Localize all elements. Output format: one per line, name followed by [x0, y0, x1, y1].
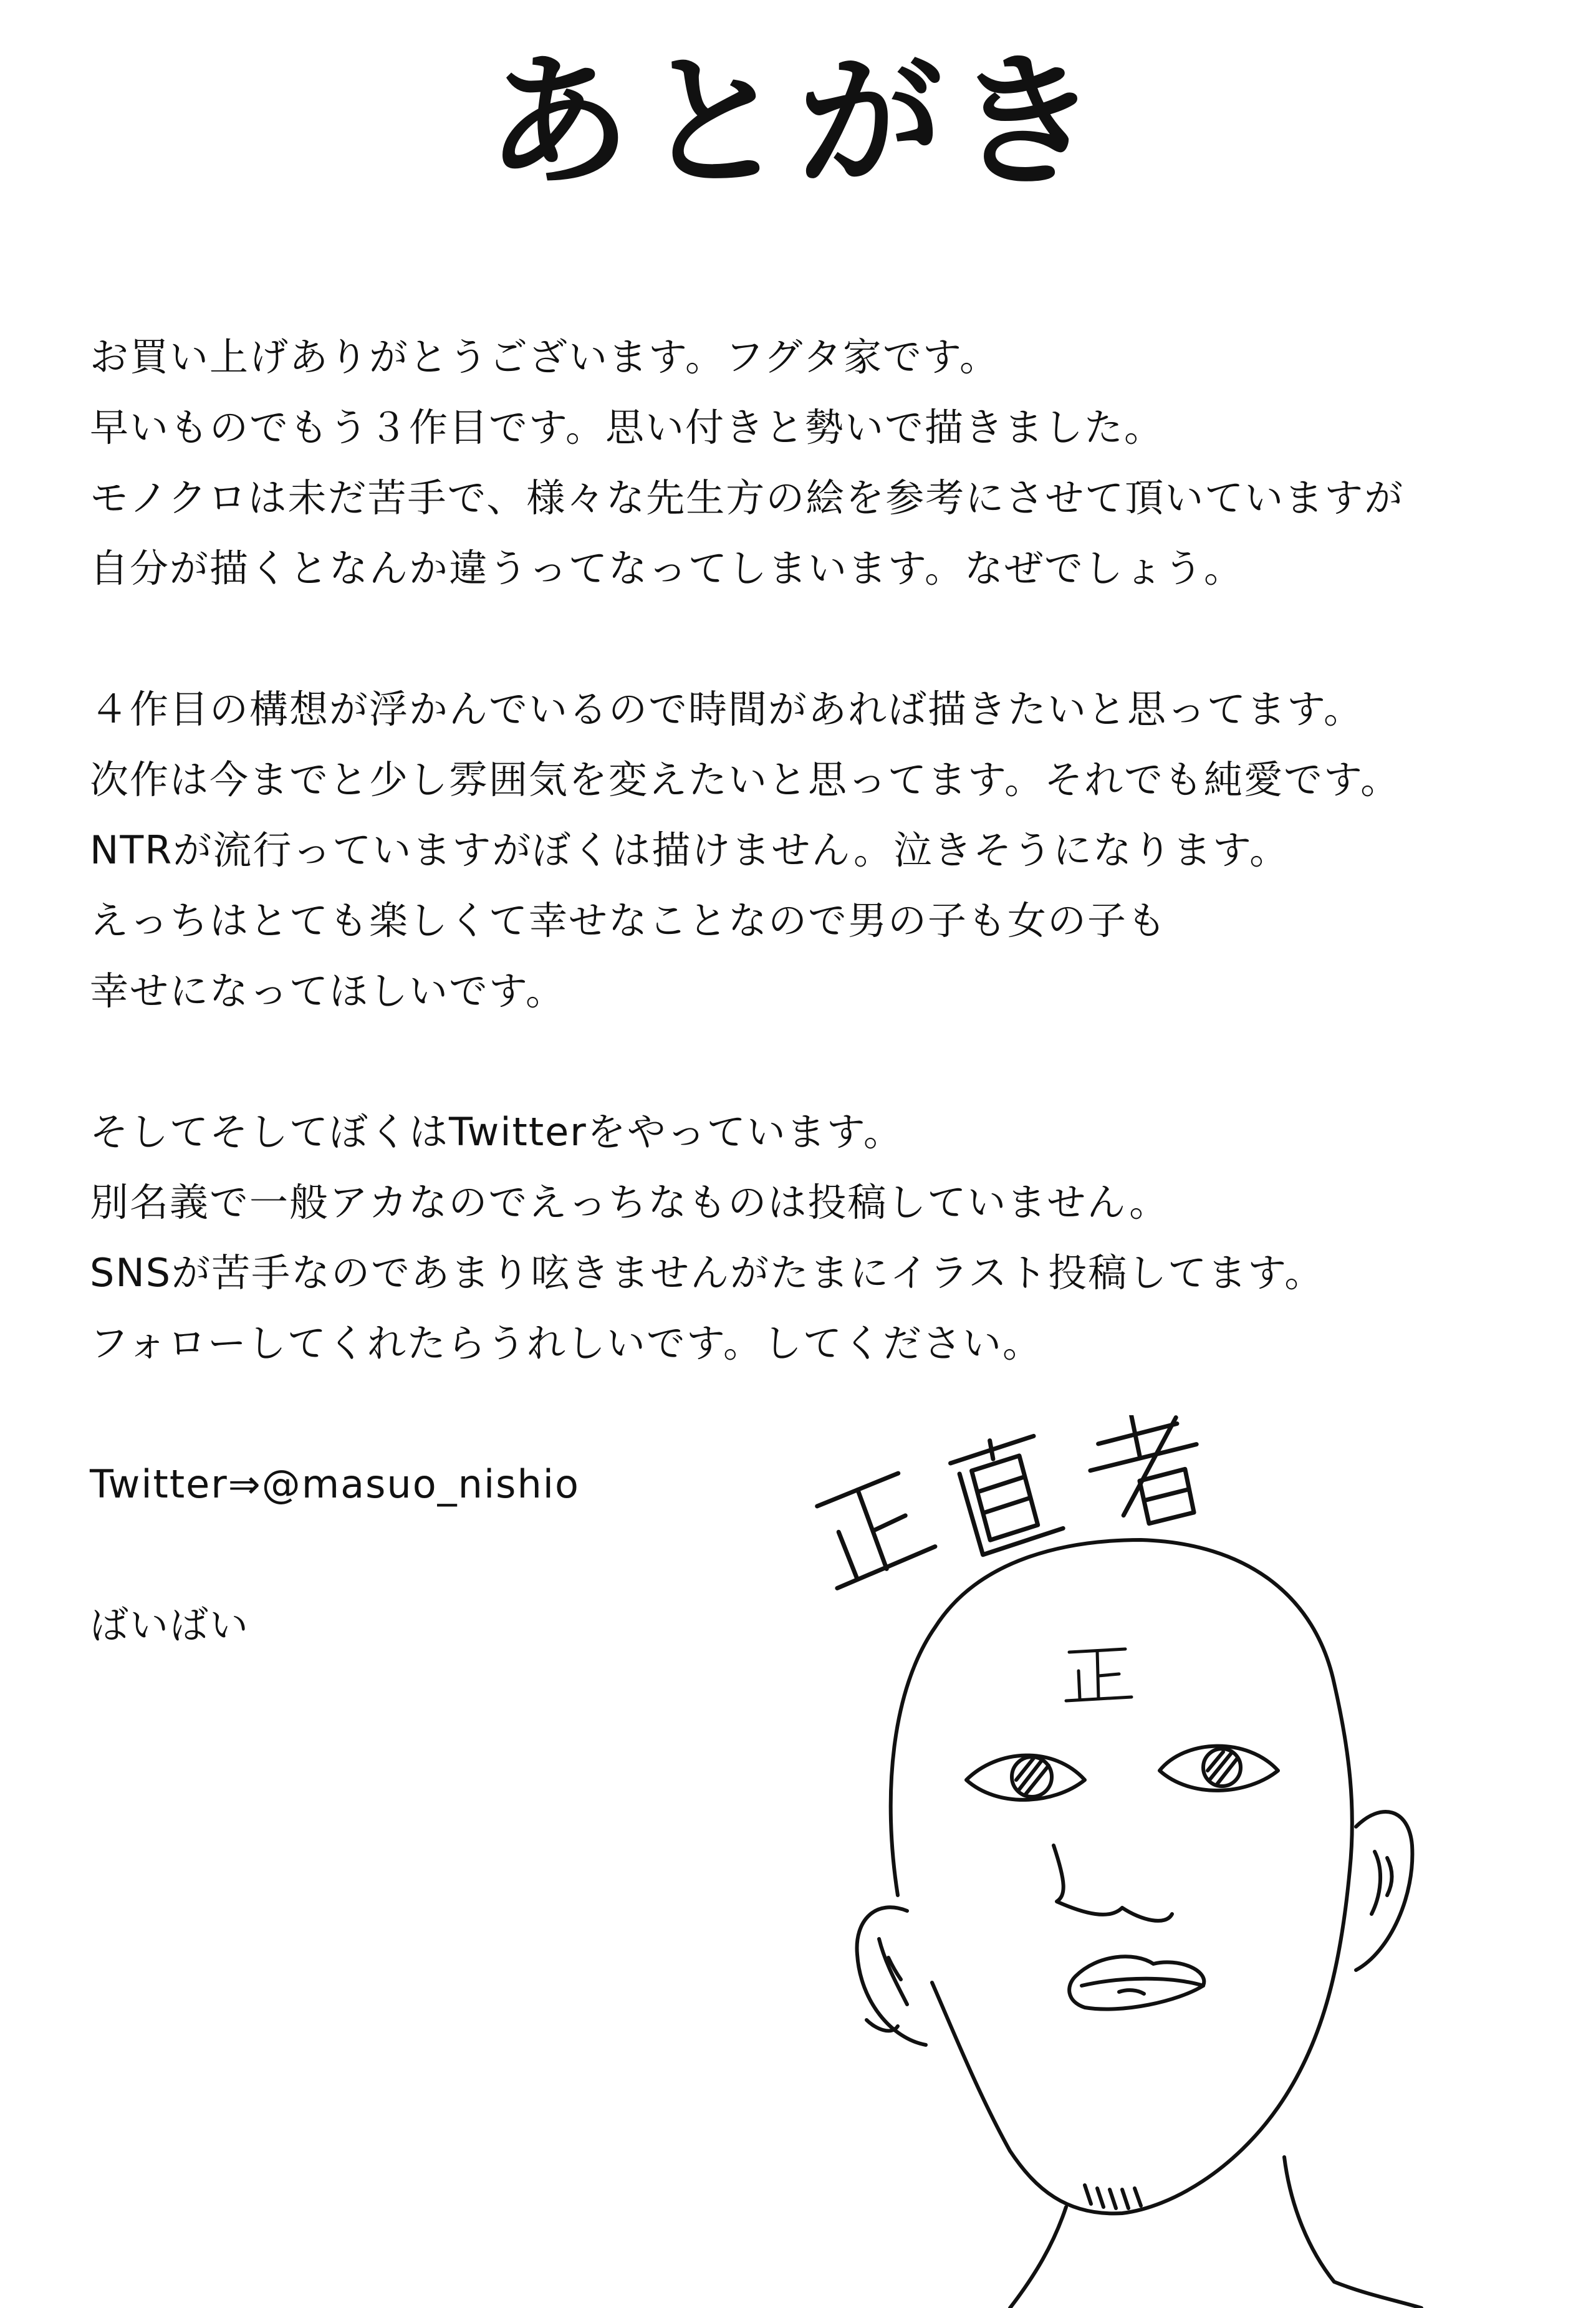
text-line: お買い上げありがとうございます。フグタ家です。 [90, 334, 999, 380]
text-line: フォローしてくれたらうれしいです。してください。 [90, 1320, 1042, 1366]
paragraph-greeting [90, 322, 1524, 603]
forehead-mark [1066, 1649, 1132, 1701]
twitter-handle[interactable]: Twitter⇒@masuo_nishio [90, 1461, 580, 1507]
text-line: 別名義で一般アカなのでえっちなものは投稿していません。 [90, 1180, 1170, 1225]
paragraph-gap [90, 1026, 1524, 1097]
signoff: ばいばい [90, 1602, 250, 1648]
text-line: 早いものでもう３作目です。思い付きと勢いで描きました。 [90, 405, 1165, 450]
text-line: 次作は今までと少し雰囲気を変えたいと思ってます。それでも純愛です。 [90, 757, 1401, 802]
text-line: 自分が描くとなんか違うってなってしまいます。なぜでしょう。 [90, 546, 1244, 591]
head-outline [891, 1540, 1352, 2213]
text-line: ４作目の構想が浮かんでいるので時間があれば描きたいと思ってます。 [90, 686, 1364, 732]
text-line: えっちはとても楽しくて幸せなことなので男の子も女の子も [90, 898, 1168, 943]
paragraph-twitter-intro [90, 1097, 1524, 1378]
paragraph-gap [90, 603, 1524, 674]
text-line: SNSが苦手なのであまり呟きませんがたまにイラスト投稿してます。 [90, 1250, 1325, 1296]
text-line: NTRが流行っていますがぼくは描けません。泣きそうになります。 [90, 827, 1290, 873]
nose [1054, 1845, 1172, 1921]
text-line: そしてそしてぼくはTwitterをやっています。 [90, 1109, 903, 1155]
paragraph-next-work [90, 674, 1524, 1026]
bald-man-illustration [773, 1421, 1596, 2308]
text-line: 幸せになってほしいです。 [90, 968, 566, 1014]
text-line: モノクロは未だ苦手で、様々な先生方の絵を参考にさせて頂いていますが [90, 475, 1405, 521]
page-title: あとがき [486, 36, 1110, 206]
